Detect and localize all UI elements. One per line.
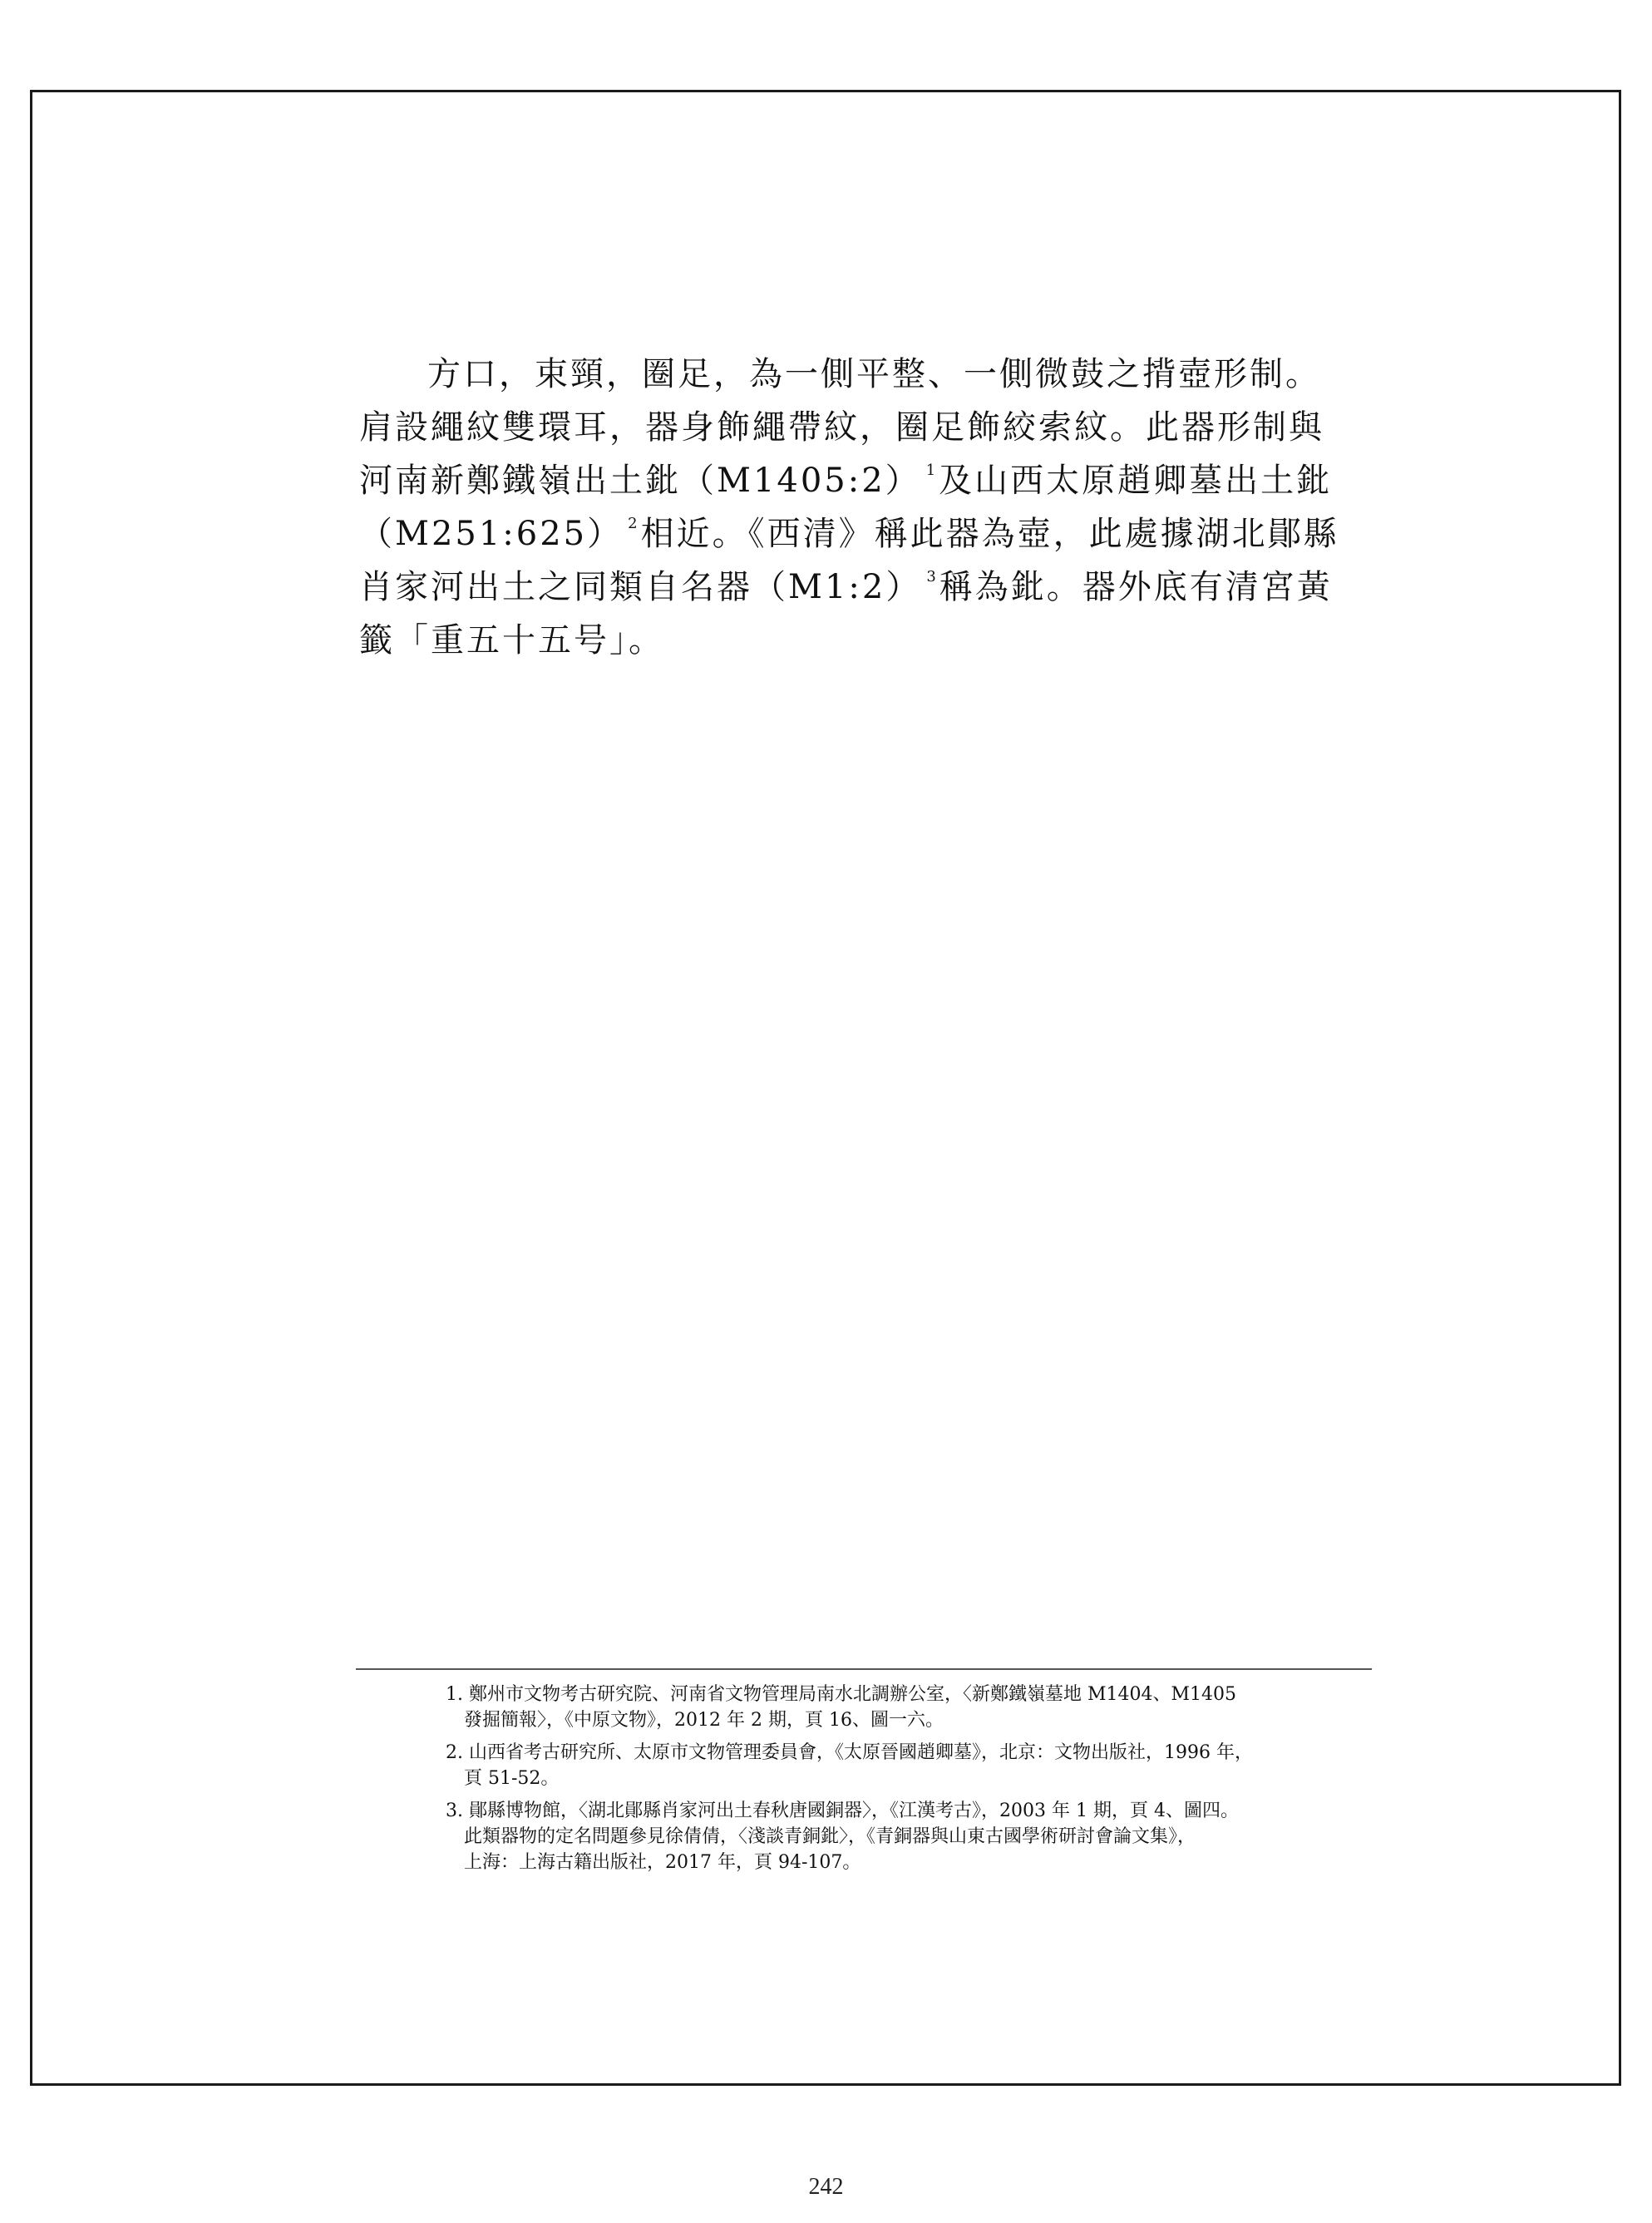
footnote-ref-1[interactable]: 1 — [925, 462, 936, 479]
footnote-3 — [446, 1798, 1380, 1875]
footnote-divider — [356, 1668, 1372, 1670]
footnote-1-line-2: 發掘簡報〉，《中原文物》，2012 年 2 期，頁 16、圖一六。 — [464, 1710, 944, 1731]
footnote-3-line-2: 此類器物的定名問題參見徐倩倩，〈淺談青銅鈚〉，《青銅器與山東古國學術研討會論文集》， — [464, 1826, 1196, 1847]
footnote-ref-3[interactable]: 3 — [926, 568, 936, 585]
footnote-1-line-1: 1. 鄭州市文物考古研究院、河南省文物管理局南水北調辦公室，〈新鄭鐵嶺墓地 M1404、M1405 — [446, 1684, 1237, 1705]
footnotes-section — [446, 1682, 1380, 1882]
paragraph-line-4-text-b: 相近。《西清》稱此器為壺，此處據湖北鄖縣 — [640, 515, 1339, 553]
main-paragraph — [359, 348, 1380, 667]
page-number: 242 — [808, 2174, 844, 2200]
paragraph-line-5 — [359, 561, 1380, 614]
paragraph-line-3 — [359, 454, 1380, 507]
footnote-2 — [446, 1740, 1380, 1791]
paragraph-line-4-text-a: （M251:625） — [359, 515, 624, 553]
paragraph-line-4 — [359, 507, 1380, 561]
footnote-3-line-3: 上海：上海古籍出版社，2017 年，頁 94-107。 — [464, 1852, 861, 1873]
paragraph-line-1: 方口，束頸，圈足，為一側平整、一側微鼓之揹壺形制。 — [427, 355, 1321, 393]
paragraph-line-5-text-b: 稱為鈚。器外底有清宮黃 — [939, 568, 1333, 606]
paragraph-line-2: 肩設繩紋雙環耳，器身飾繩帶紋，圈足飾絞索紋。此器形制與 — [359, 408, 1324, 447]
paragraph-line-3-text-a: 河南新鄭鐵嶺出土鈚（M1405:2） — [359, 462, 921, 500]
paragraph-line-3-text-b: 及山西太原趙卿墓出土鈚 — [939, 462, 1333, 500]
paragraph-line-6: 籤「重五十五号」。 — [359, 621, 664, 659]
footnote-2-line-2: 頁 51-52。 — [464, 1768, 560, 1789]
footnote-1 — [446, 1682, 1380, 1733]
footnote-ref-2[interactable]: 2 — [628, 515, 638, 532]
footnote-3-line-1: 3. 鄖縣博物館，〈湖北鄖縣肖家河出土春秋唐國銅器〉，《江漢考古》，2003 年 1 期，頁 4、圖四。 — [446, 1801, 1239, 1821]
footnote-2-line-1: 2. 山西省考古研究所、太原市文物管理委員會，《太原晉國趙卿墓》，北京：文物出版社，1996 年， — [446, 1742, 1253, 1763]
paragraph-line-5-text-a: 肖家河出土之同類自名器（M1:2） — [359, 568, 922, 606]
